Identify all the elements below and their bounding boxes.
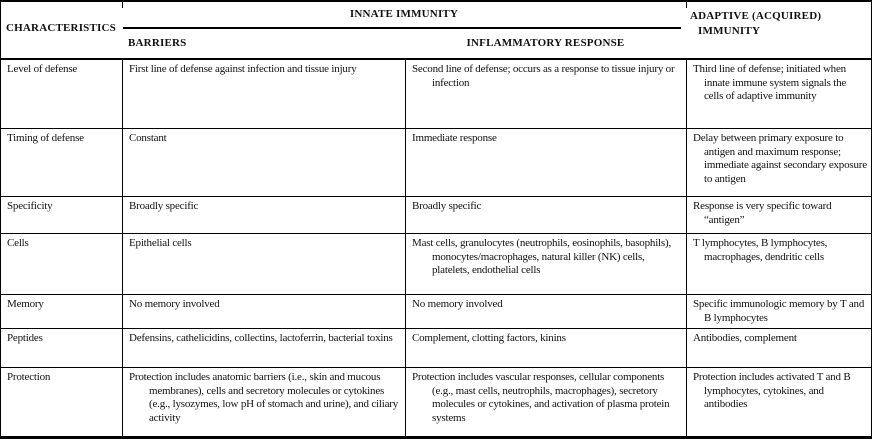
- adaptive-header-line2: IMMUNITY: [698, 25, 761, 37]
- cell-barriers: No memory involved: [122, 295, 405, 328]
- table-row: [1, 234, 871, 295]
- table-header: [1, 2, 871, 60]
- column-header-inflammatory-response: INFLAMMATORY RESPONSE: [466, 37, 625, 49]
- cell-barriers: Protection includes anatomic barriers (i.e., skin and mucous membranes), cells and secretory molecules or cytokines (e.g., lysozymes, low pH of stomach and urine), and ciliary activity: [122, 368, 405, 436]
- table-row: [1, 368, 871, 436]
- adaptive-header-line1: ADAPTIVE (ACQUIRED): [690, 10, 822, 22]
- table-row: [1, 197, 871, 234]
- table-row: [1, 329, 871, 368]
- cell-barriers: First line of defense against infection and tissue injury: [122, 60, 405, 128]
- cell-characteristic: Protection: [7, 371, 51, 383]
- cell-adaptive: T lymphocytes, B lymphocytes, macrophages, dendritic cells: [686, 234, 871, 294]
- column-header-characteristics: CHARACTERISTICS: [6, 22, 116, 34]
- cell-barriers: Defensins, cathelicidins, collectins, lactoferrin, bacterial toxins: [122, 329, 405, 367]
- cell-barriers: Epithelial cells: [122, 234, 405, 294]
- cell-characteristic: Cells: [7, 237, 29, 249]
- innate-group-underline: [123, 27, 681, 29]
- column-group-innate-immunity: INNATE IMMUNITY: [349, 8, 459, 20]
- column-header-barriers: BARRIERS: [128, 37, 187, 49]
- cell-inflammatory: Complement, clotting factors, kinins: [405, 329, 686, 367]
- cell-characteristic: Timing of defense: [7, 132, 84, 144]
- cell-inflammatory: Broadly specific: [405, 197, 686, 233]
- cell-characteristic: Memory: [7, 298, 44, 310]
- column-header-adaptive-immunity: [690, 9, 821, 39]
- cell-adaptive: Delay between primary exposure to antigen and maximum response; immediate against secondary exposure to antigen: [686, 129, 871, 196]
- cell-adaptive: Third line of defense; initiated when innate immune system signals the cells of adaptive immunity: [686, 60, 871, 128]
- cell-inflammatory: Immediate response: [405, 129, 686, 196]
- cell-inflammatory: Mast cells, granulocytes (neutrophils, eosinophils, basophils), monocytes/macrophages, natural killer (NK) cells, platelets, endothelial cells: [405, 234, 686, 294]
- header-column-divider-tick: [122, 2, 123, 8]
- table-row: [1, 60, 871, 129]
- cell-characteristic: Level of defense: [7, 63, 78, 75]
- cell-adaptive: Antibodies, complement: [686, 329, 871, 367]
- table-row: [1, 295, 871, 329]
- cell-characteristic: Peptides: [7, 332, 43, 344]
- table-row: [1, 129, 871, 197]
- cell-characteristic: Specificity: [7, 200, 53, 212]
- header-column-divider-tick: [686, 2, 687, 8]
- cell-inflammatory: No memory involved: [405, 295, 686, 328]
- cell-barriers: Broadly specific: [122, 197, 405, 233]
- cell-adaptive: Response is very specific toward “antigen”: [686, 197, 871, 233]
- cell-inflammatory: Protection includes vascular responses, cellular components (e.g., mast cells, neutrophils, macrophages), secretory molecules or cytokines, and activation of plasma protein systems: [405, 368, 686, 436]
- cell-inflammatory: Second line of defense; occurs as a response to tissue injury or infection: [405, 60, 686, 128]
- cell-adaptive: Specific immunologic memory by T and B lymphocytes: [686, 295, 871, 328]
- cell-adaptive: Protection includes activated T and B lymphocytes, cytokines, and antibodies: [686, 368, 871, 436]
- cell-barriers: Constant: [122, 129, 405, 196]
